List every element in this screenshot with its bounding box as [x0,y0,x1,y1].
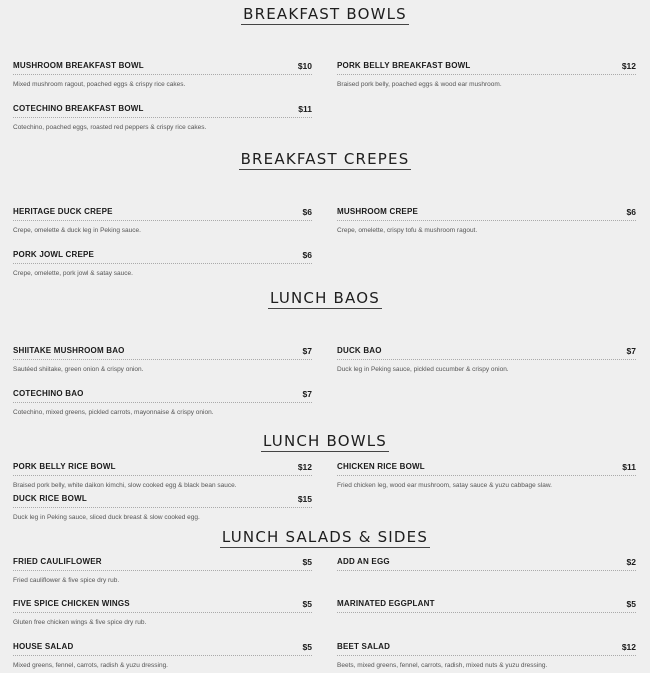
item-name: PORK JOWL CREPE [13,250,95,259]
item-description: Crepe, omelette, pork jowl & satay sauce. [13,270,133,277]
item-description: Gluten free chicken wings & five spice dry rub. [13,619,147,626]
item-description: Cotechino, poached eggs, roasted red peppers & crispy rice cakes. [13,124,207,131]
item-name: FRIED CAULIFLOWER [13,557,102,566]
menu-item [337,598,636,618]
item-price: $12 [621,642,636,652]
item-name: PORK BELLY RICE BOWL [13,462,116,471]
menu-item [337,641,636,670]
item-name: BEET SALAD [337,642,391,651]
section-title-breakfast-bowls: BREAKFAST BOWLS [243,5,407,23]
menu-item [13,598,312,627]
menu-item [13,388,312,417]
menu-item [13,493,312,522]
item-price: $2 [626,557,636,567]
menu-item [13,103,312,132]
item-price: $6 [302,207,312,217]
item-price: $5 [626,599,636,609]
item-name: HOUSE SALAD [13,642,74,651]
item-name: MUSHROOM CREPE [337,207,419,216]
menu-item [337,345,636,374]
item-price: $7 [626,346,636,356]
item-name: COTECHINO BREAKFAST BOWL [13,104,144,113]
item-price: $12 [297,462,312,472]
section-title-lunch-baos: LUNCH BAOS [270,289,380,307]
item-name: COTECHINO BAO [13,389,84,398]
item-price: $7 [302,389,312,399]
menu-item [13,206,312,235]
item-description: Cotechino, mixed greens, pickled carrots, mayonnaise & crispy onion. [13,409,214,416]
item-description: Mixed mushroom ragout, poached eggs & crispy rice cakes. [13,81,186,88]
item-price: $12 [621,61,636,71]
item-name: CHICKEN RICE BOWL [337,462,425,471]
item-description: Braised pork belly, white daikon kimchi, slow cooked egg & black bean sauce. [13,482,237,489]
item-name: HERITAGE DUCK CREPE [13,207,113,216]
item-name: FIVE SPICE CHICKEN WINGS [13,599,130,608]
item-description: Beets, mixed greens, fennel, carrots, radish, mixed nuts & yuzu dressing. [337,662,548,669]
menu-item [337,206,636,235]
item-name: MARINATED EGGPLANT [337,599,435,608]
item-name: MUSHROOM BREAKFAST BOWL [13,61,144,70]
item-name: PORK BELLY BREAKFAST BOWL [337,61,471,70]
section-title-lunch-bowls: LUNCH BOWLS [262,432,388,450]
menu-item [13,461,312,490]
menu-item [13,249,312,278]
section-title-lunch-salads-sides: LUNCH SALADS & SIDES [221,528,429,546]
item-description: Mixed greens, fennel, carrots, radish & yuzu dressing. [13,662,168,669]
item-description: Fried cauliflower & five spice dry rub. [13,577,120,584]
menu-item [13,345,312,374]
item-name: SHIITAKE MUSHROOM BAO [13,346,125,355]
item-price: $5 [302,557,312,567]
item-description: Crepe, omelette, crispy tofu & mushroom ragout. [337,227,478,234]
menu-item [13,641,312,670]
section-title-breakfast-crepes: BREAKFAST CREPES [240,150,410,168]
item-price: $5 [302,599,312,609]
menu-item [337,556,636,576]
item-name: ADD AN EGG [337,557,390,566]
item-price: $10 [297,61,312,71]
item-description: Crepe, omelette & duck leg in Peking sauce. [13,227,141,234]
item-price: $6 [626,207,636,217]
item-name: DUCK BAO [337,346,382,355]
menu-item [13,556,312,585]
item-price: $6 [302,250,312,260]
item-price: $7 [302,346,312,356]
item-price: $15 [297,494,312,504]
menu-item [337,461,636,490]
menu-item [13,60,312,89]
item-description: Duck leg in Peking sauce, sliced duck breast & slow cooked egg. [13,514,200,521]
item-name: DUCK RICE BOWL [13,494,87,503]
item-price: $11 [622,462,636,472]
item-description: Sautéed shiitake, green onion & crispy onion. [13,366,144,373]
item-description: Braised pork belly, poached eggs & wood ear mushroom. [337,81,502,88]
item-description: Fried chicken leg, wood ear mushroom, satay sauce & yuzu cabbage slaw. [337,482,552,489]
item-description: Duck leg in Peking sauce, pickled cucumber & crispy onion. [337,366,509,373]
menu-item [337,60,636,89]
item-price: $5 [302,642,312,652]
item-price: $11 [298,104,312,114]
